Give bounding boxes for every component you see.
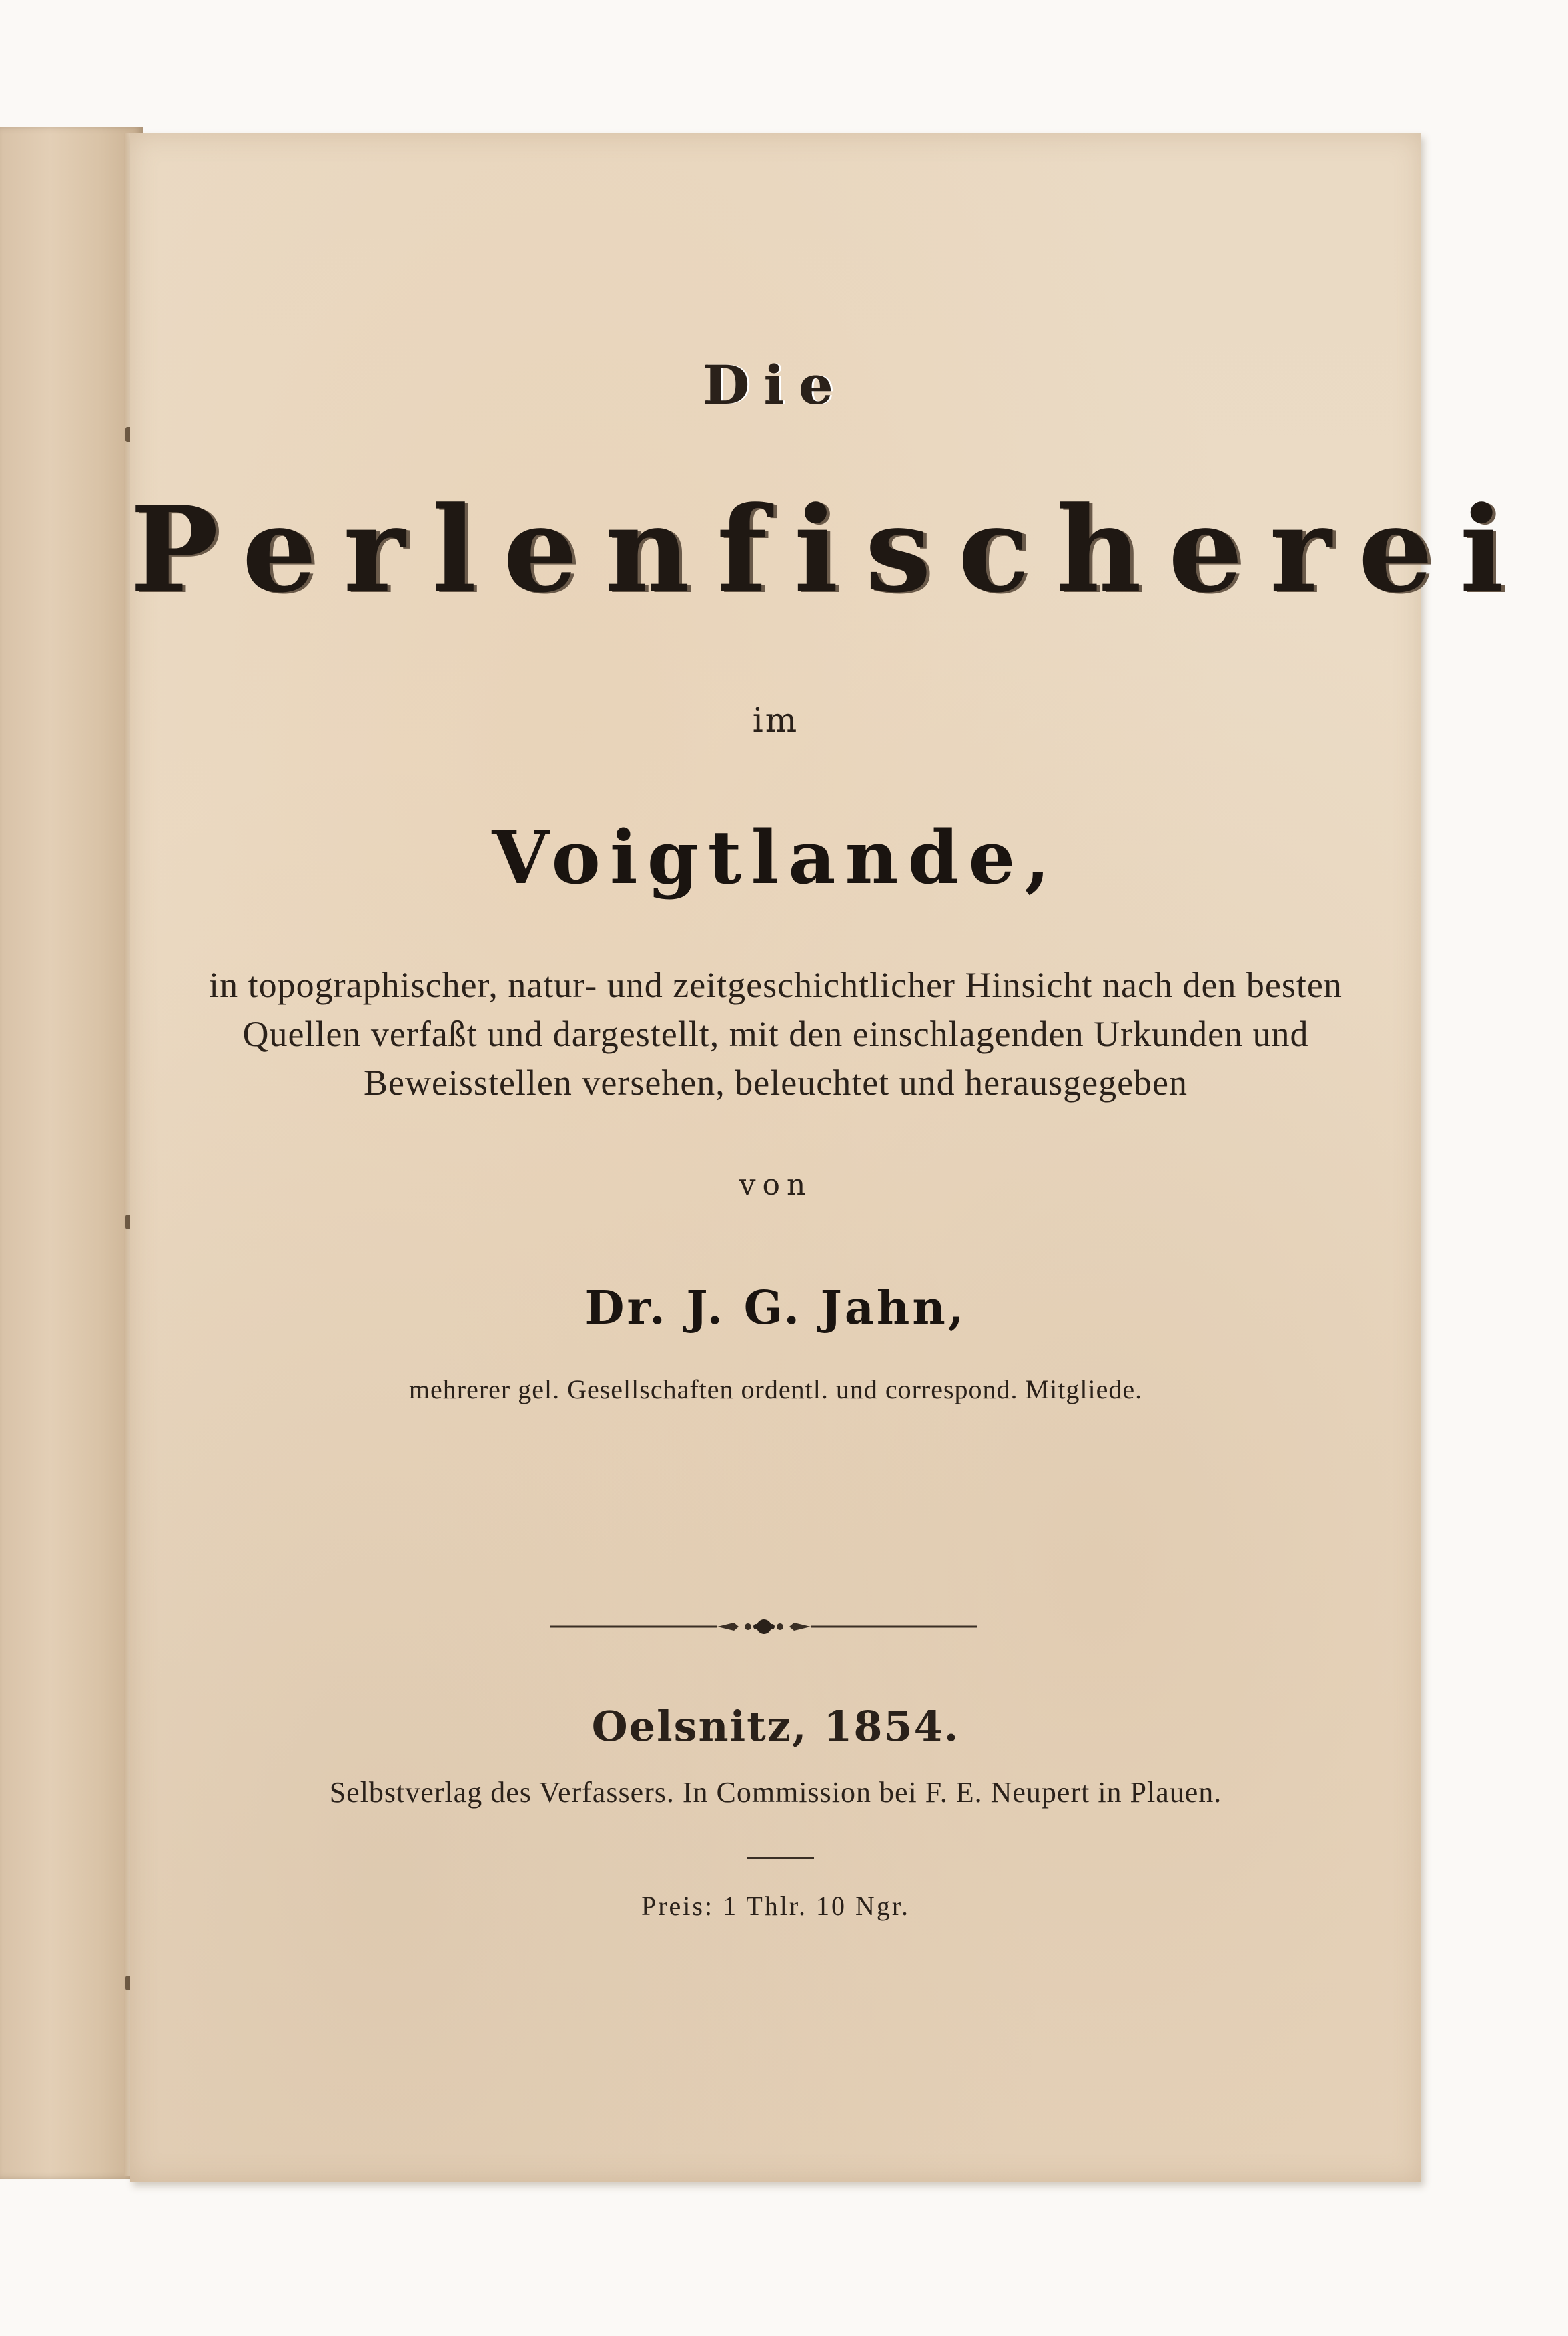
title-line-die: Die [703, 354, 848, 416]
title-page [130, 133, 1531, 2182]
byline-von: von [739, 1168, 813, 1202]
main-title: Perlenfischerei [130, 481, 1531, 619]
title-connector: im [752, 701, 799, 740]
subtitle-line: Beweisstellen versehen, beleuchtet und herausgegeben [363, 1063, 1188, 1103]
book-spine [0, 127, 143, 2179]
title-place: Voigtlande, [492, 814, 1060, 900]
publisher-line: Selbstverlag des Verfassers. In Commission bei F. E. Neupert in Plauen. [329, 1776, 1222, 1809]
short-divider [747, 1857, 814, 1859]
place-and-year: Oelsnitz, 1854. [591, 1702, 960, 1751]
price-line: Preis: 1 Thlr. 10 Ngr. [641, 1891, 911, 1921]
subtitle-line: Quellen verfaßt und dargestellt, mit den einschlagenden Urkunden und [242, 1014, 1309, 1054]
subtitle-line: in topographischer, natur- und zeitgeschichtlicher Hinsicht nach den besten [209, 965, 1342, 1005]
author-description: mehrerer gel. Gesellschaften ordentl. und correspond. Mitgliede. [408, 1374, 1143, 1404]
author-name: Dr. J. G. Jahn, [584, 1281, 967, 1335]
ornamental-divider [550, 1617, 977, 1637]
